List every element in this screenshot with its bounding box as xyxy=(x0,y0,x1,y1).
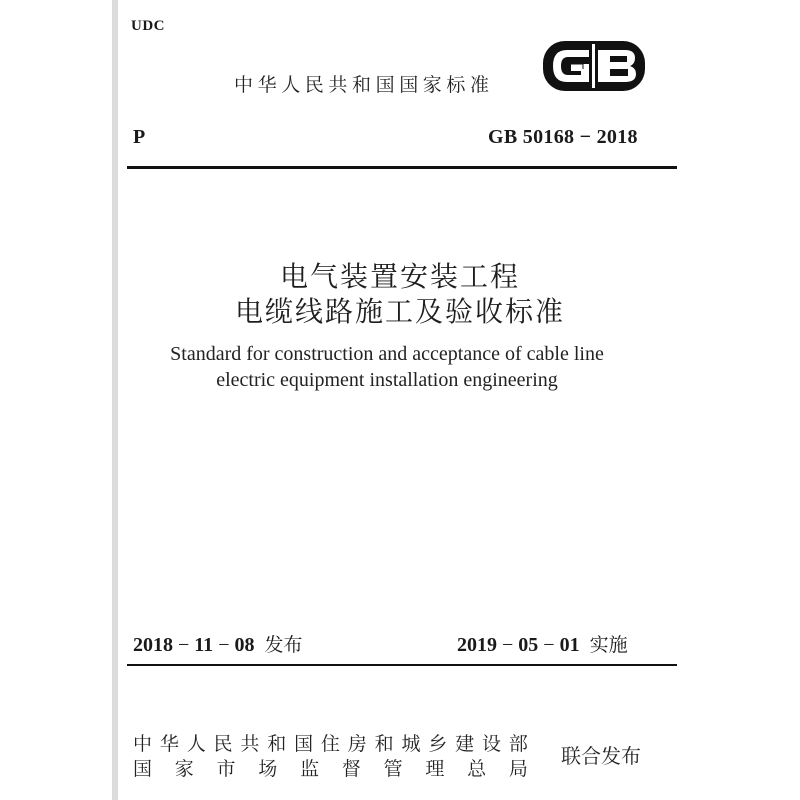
standard-number: GB 50168 − 2018 xyxy=(488,126,638,148)
impl-day: 01 xyxy=(559,634,580,656)
title-zh-line2: 电缆线路施工及验收标准 xyxy=(234,295,565,328)
issuer-char: 监 xyxy=(300,758,320,780)
issuer-char: 人 xyxy=(186,733,206,755)
gb-logo-icon xyxy=(541,38,647,94)
issue-month: 11 xyxy=(194,634,214,656)
issuer-char: 民 xyxy=(213,733,233,755)
issuer-char: 乡 xyxy=(428,733,448,755)
issuer-char: 国 xyxy=(133,758,153,780)
issuer-char: 家 xyxy=(174,758,194,780)
issuer-char: 共 xyxy=(240,733,260,755)
date-separator: − xyxy=(218,634,230,656)
bottom-rule xyxy=(127,664,677,666)
impl-label: 实施 xyxy=(589,634,628,656)
issue-year: 2018 xyxy=(133,634,173,656)
top-rule xyxy=(127,166,677,169)
issue-date xyxy=(133,630,302,657)
issuer-market-regulation xyxy=(133,754,528,781)
issuer-char: 场 xyxy=(258,758,278,780)
issuer-char: 华 xyxy=(159,733,179,755)
issuer-char: 督 xyxy=(341,758,361,780)
date-separator: − xyxy=(502,634,514,656)
issuer-char: 部 xyxy=(508,733,528,755)
impl-year: 2019 xyxy=(457,634,497,656)
impl-month: 05 xyxy=(518,634,539,656)
title-en-line2: electric equipment installation engineering xyxy=(216,369,558,391)
issuer-char: 理 xyxy=(425,758,445,780)
joint-issue-label: 联合发布 xyxy=(561,744,641,768)
issuer-char: 和 xyxy=(267,733,287,755)
title-en-line1: Standard for construction and acceptance of cable line xyxy=(170,343,604,365)
implementation-date xyxy=(457,630,628,657)
issuer-char: 和 xyxy=(374,733,394,755)
issuer-char: 建 xyxy=(455,733,475,755)
udc-label: UDC xyxy=(131,18,165,34)
issuer-char: 城 xyxy=(401,733,421,755)
category-code: P xyxy=(133,126,146,148)
issuer-char: 中 xyxy=(133,733,153,755)
issuer-ministry-housing xyxy=(133,729,528,756)
issuer-char: 设 xyxy=(481,733,501,755)
page-left-edge xyxy=(112,0,118,800)
issuer-char: 管 xyxy=(383,758,403,780)
issue-day: 08 xyxy=(234,634,255,656)
national-standard-heading: 中华人民共和国国家标准 xyxy=(234,74,494,96)
issuer-char: 住 xyxy=(320,733,340,755)
title-zh-line1: 电气装置安装工程 xyxy=(279,260,520,293)
date-separator: − xyxy=(543,634,555,656)
issuer-char: 局 xyxy=(508,758,528,780)
issuer-char: 总 xyxy=(467,758,487,780)
date-separator: − xyxy=(178,634,190,656)
issuer-char: 国 xyxy=(294,733,314,755)
issue-label: 发布 xyxy=(264,634,303,656)
issuer-char: 市 xyxy=(216,758,236,780)
issuer-char: 房 xyxy=(347,733,367,755)
